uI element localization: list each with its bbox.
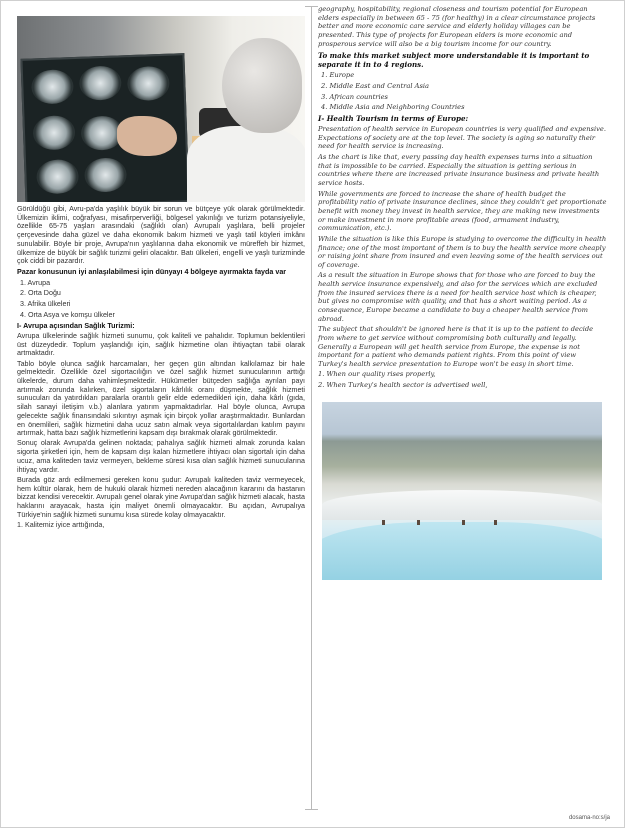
doctor-head (222, 38, 302, 133)
tr-paragraph: Tablo böyle olunca sağlık harcamaları, her geçen gün altından kalkılamaz bir hale gelmektedir. Özellikle özel sigortacılığın ve özel sağlık hizmet sunucularının arttığı ülkelerde, durum daha vahimleşmektedir. Hükümetler bütçeden sağlığa ayrılan payı artırmak zorunda kalırken, özel sigortaların kârlılık oranı düşmekte, sağlık hizmeti sunucuları da yatırdıkları paralarla orantılı gelir elde edemedikleri için, daha kârlı (gıda, silah sanayi iletişim v.b.) alanlara yatırım yapmaktadırlar. Hal böyle olunca, Avrupa gelecekte sağlık finansındaki sıkıntıyı aşmak için birçok yollar araştırmaktadır. Bunlardan en önemlileri, sağlık hizmetini daha ucuz satın almak veya sigortalılardan katılım payını artırmak, hatta bazı sağlık hizmetlerini kapsam dışı bırakmak olarak görülmektedir. (17, 359, 305, 438)
xray-film (32, 115, 75, 150)
tr-paragraph: Sonuç olarak Avrupa'da gelinen noktada; pahalıya sağlık hizmeti almak zorunda kalan sigorta şirketleri için, hem de kapsam dışı kalan hizmetlere ihtiyacı olan sigortalı için daha ucuz, ama kaliteden taviz vermeyen, bekleme süresi kısa olan sağlık hizmeti sunucularına ihtiyaç vardır. (17, 439, 305, 474)
en-heading-europe: I- Health Tourism in terms of Europe: (318, 114, 469, 124)
xray-film (79, 65, 122, 100)
en-region-item: 3. African countries (321, 92, 388, 101)
bather-figure (382, 520, 385, 525)
bather-figure (462, 520, 465, 525)
en-paragraph: While the situation is like this Europe is studying to overcome the difficulty in health finance; one of the most important of them is to buy the health service more cheaply or raising joint share from insured and even leaving some of the health services out of coverage. (318, 234, 607, 269)
xray-film (127, 66, 170, 101)
xray-film (36, 159, 79, 194)
en-region-item: 1. Europe (321, 71, 355, 80)
xray-film (31, 69, 74, 104)
en-paragraph: While governments are forced to increase the share of health budget the profitability ratio of private insurance declines, since they couldn't get proportionate benefit with money they invest in health service, they are making new investments or make investment in more profitable areas (food, armament industry, communication, etc.). (318, 189, 607, 233)
tr-paragraph: Avrupa ülkelerinde sağlık hizmeti sunumu, çok kaliteli ve pahalıdır. Toplumun beklentileri üst düzeydedir. Toplum yaşlandığı için, sağlık hizmetine olan ihtiyaçtan tabii olarak artmaktadır. (17, 331, 305, 358)
page-footer: dosama-no:s/ja (568, 815, 610, 821)
tr-list-item: 1. Kalitemiz iyice arttığında, (17, 520, 105, 529)
bather-figure (417, 520, 420, 525)
column-divider-bottom-tick (305, 809, 318, 810)
en-heading-regions: To make this market subject more understandable it is important to separate it in to 4 regions. (318, 51, 590, 70)
en-paragraph: geography, hospitability, regional closeness and tourism potential for European elders especially in between 65 - 75 (for healthy) in a clear circumstance projects better and more economic care service and elderly holiday villages can be presented. This type of projects for European elders is more economic and prosperous service will also be a big tourism income for our country. (318, 5, 596, 48)
doctor-coat (187, 126, 305, 202)
tr-region-item: 1. Avrupa (20, 278, 51, 287)
tr-heading-europe: I- Avrupa açısından Sağlık Turizmi: (17, 321, 135, 330)
left-column (17, 16, 305, 531)
column-divider (311, 6, 312, 809)
en-list-item: 1. When our quality rises properly, (318, 370, 436, 379)
column-divider-top-tick (305, 6, 318, 7)
en-paragraph: The subject that shouldn't be ignored here is that it is up to the patient to decide from where to get service without compromising both culturally and legally. Generally a European will get health service from Europe, the expense is not important for a patient who demands patient rights. From this point of view Turkey's health service presentation to Europe won't be easy in short time. (318, 325, 594, 368)
doctor-xray-photo (17, 16, 305, 202)
right-column (318, 5, 607, 580)
tr-region-item: 3. Afrika ülkeleri (20, 300, 71, 309)
doctor-hand (117, 116, 177, 156)
tr-region-item: 2. Orta Doğu (20, 289, 61, 298)
english-text (318, 5, 607, 390)
turkish-text (17, 205, 305, 530)
tr-paragraph: Görüldüğü gibi, Avru-pa'da yaşlılık büyük bir sorun ve bütçeye yük olarak görülmektedir. Ülkemizin iklimi, coğrafyası, misafirperverliği, bölgesel yakınlığı ve turizm potansiyeliyle, özellikle 65-75 yaşları arasındaki (sağlıklı olan) Avrupalı yaşlılara, belli projeler çerçevesinde daha güzel ve daha ekonomik bakım hizmeti ve yaşlı tatil köyleri imkânı sunulabilir. Böyle bir proje, Avrupa'nın yaşlılarına daha ekonomik ve müreffeh bir hizmet, ülkemize de büyük bir sağlık turizmi geliri olacaktır. Batı ülkeleri, engelli ve yaşlı turizminde çok ciddi bir pazardır. (17, 205, 305, 266)
en-list-item: 2. When Turkey's health sector is advertised well, (318, 381, 488, 390)
tr-heading-regions: Pazar konusunun iyi anlaşılabilmesi için dünyayı 4 bölgeye ayırmakta fayda var (17, 268, 287, 277)
en-paragraph: As a result the situation in Europe shows that for those who are forced to buy the health service insurance expensively, and also for the services which are excluded from the insured services there is a need for health service host which is cheaper, but gives no compromise with quality, and that has a short waiting period. As a consequence, Europe became a candidate to buy a cheaper health service from abroad. (318, 271, 598, 323)
xray-film (84, 157, 127, 192)
en-region-item: 2. Middle East and Central Asia (321, 82, 429, 91)
thermal-pool-water (322, 522, 602, 580)
tr-region-item: 4. Orta Asya ve komşu ülkeler (20, 310, 115, 319)
pamukkale-travertine-photo (322, 402, 602, 580)
en-paragraph: Presentation of health service in European countries is very qualified and expensive. Expectations of society are at the top level. The society is aging so naturally their need for health service is increasing. (318, 125, 606, 151)
travertine-terrace (322, 490, 602, 520)
en-region-item: 4. Middle Asia and Neighboring Countries (321, 103, 465, 112)
en-paragraph: As the chart is like that, every passing day health expenses turns into a situation that is impossible to be carried. Especially the situation is getting serious in countries where there are increased private insurance business and private health service hosts. (318, 153, 600, 188)
bather-figure (494, 520, 497, 525)
tr-paragraph: Burada göz ardı edilmemesi gereken konu şudur: Avrupalı kaliteden taviz vermeyecek, hem kültür olarak, hem de hukuki olarak hizmeti nereden alacağının kararını da hastanın bizzat kendisi verecektir. Avrupalı genel olarak yine Avrupa'dan sağlık hizmeti alacak, hasta haklarını arayacak, hasta için maliyet önemli olmayacaktır. Bu açıdan, Avrupalıya Türkiye'nin sağlık hizmeti sunumu kısa sürede kolay olmayacaktır. (17, 475, 305, 519)
